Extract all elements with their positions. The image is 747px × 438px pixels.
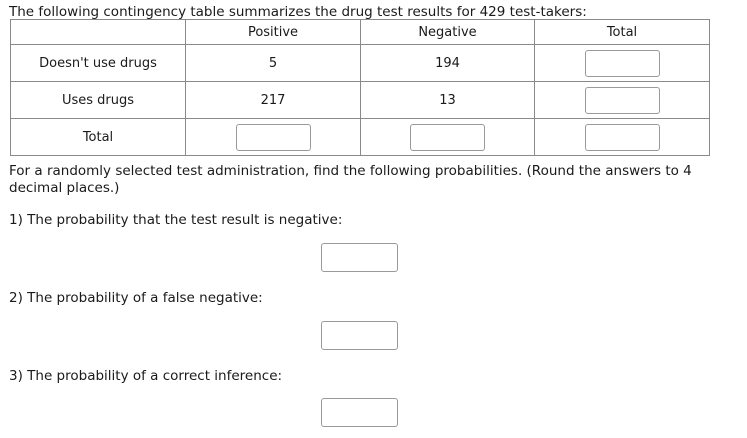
- answer-input-question-3[interactable]: [321, 398, 398, 427]
- cell-uses-negative: 13: [361, 82, 535, 119]
- question-3-text: 3) The probability of a correct inference:: [9, 368, 283, 384]
- answer-input-question-1[interactable]: [321, 243, 398, 272]
- table-row: [11, 119, 710, 156]
- cell-grand-total: [535, 119, 710, 156]
- header-row: [11, 20, 710, 45]
- header-corner-cell: [11, 20, 186, 45]
- answer-input-uses-total[interactable]: [585, 87, 660, 114]
- cell-total-positive: [186, 119, 361, 156]
- row-label-total: Total: [11, 119, 186, 156]
- intro-text: The following contingency table summarizes the drug test results for 429 test-takers:: [9, 4, 587, 20]
- header-negative: Negative: [361, 20, 535, 45]
- cell-uses-total: [535, 82, 710, 119]
- header-total: Total: [535, 20, 710, 45]
- row-label-uses-drugs: Uses drugs: [11, 82, 186, 119]
- answer-input-doesnt-use-total[interactable]: [585, 50, 660, 77]
- row-label-doesnt-use-drugs: Doesn't use drugs: [11, 45, 186, 82]
- question-2-text: 2) The probability of a false negative:: [9, 290, 263, 306]
- answer-input-question-2[interactable]: [321, 321, 398, 350]
- cell-total-negative: [361, 119, 535, 156]
- header-positive: Positive: [186, 20, 361, 45]
- cell-doesnt-use-positive: 5: [186, 45, 361, 82]
- cell-uses-positive: 217: [186, 82, 361, 119]
- answer-input-total-negative[interactable]: [410, 124, 485, 151]
- answer-input-grand-total[interactable]: [585, 124, 660, 151]
- answer-input-total-positive[interactable]: [236, 124, 311, 151]
- question-1-text: 1) The probability that the test result is negative:: [9, 212, 343, 228]
- cell-doesnt-use-negative: 194: [361, 45, 535, 82]
- contingency-table: [10, 19, 710, 156]
- cell-doesnt-use-total: [535, 45, 710, 82]
- table-row: [11, 82, 710, 119]
- instructions-text: For a randomly selected test administration, find the following probabilities. (Round the answers to 4 decimal places.): [9, 163, 692, 196]
- table-row: [11, 45, 710, 82]
